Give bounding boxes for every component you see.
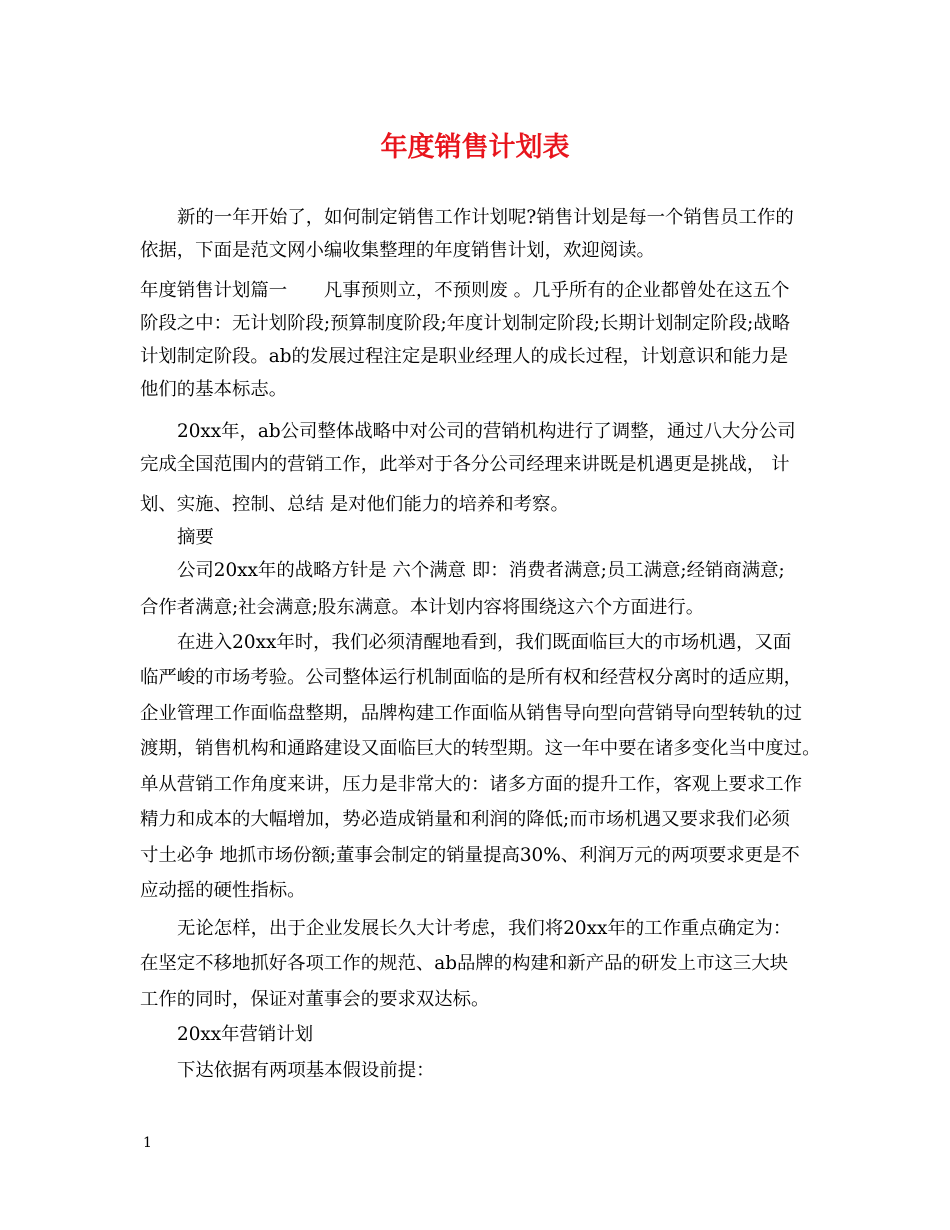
section-heading: 20xx年营销计划 [177,1024,314,1045]
paragraph-line: 合作者满意;社会满意;股东满意。本计划内容将围绕这六个方面进行。 [140,597,705,618]
paragraph-line: 划、实施、控制、总结 是对他们能力的培养和考察。 [140,494,569,515]
paragraph-line: 下达依据有两项基本假设前提： [177,1060,435,1081]
document-title: 年度销售计划表 [380,132,570,163]
paragraph-line: 应动摇的硬性指标。 [140,880,306,901]
paragraph-line: 渡期，销售机构和通路建设又面临巨大的转型期。这一年中要在诸多变化当中度过。 [140,738,821,759]
paragraph-line: 临严峻的市场考验。公司整体运行机制面临的是所有权和经营权分离时的适应期， [140,667,803,688]
page-number: 1 [143,1135,152,1151]
paragraph-line: 单从营销工作角度来讲，压力是非常大的：诸多方面的提升工作，客观上要求工作 [140,774,803,795]
paragraph-line: 公司20xx年的战略方针是 六个满意 即：消费者满意;员工满意;经销商满意; [177,560,785,581]
paragraph-line: 寸土必争 地抓市场份额;董事会制定的销量提高30%、利润万元的两项要求更是不 [140,845,800,866]
paragraph-line: 企业管理工作面临盘整期，品牌构建工作面临从销售导向型向营销导向型转轨的过 [140,703,803,724]
paragraph-line: 在进入20xx年时，我们必须清醒地看到，我们既面临巨大的市场机遇，又面 [177,632,792,653]
section-heading: 摘要 [177,527,214,548]
paragraph-line: 他们的基本标志。 [140,379,288,400]
paragraph-line: 20xx年，ab公司整体战略中对公司的营销机构进行了调整，通过八大分公司 [177,421,796,442]
paragraph-line: 无论怎样，出于企业发展长久大计考虑，我们将20xx年的工作重点确定为： [177,918,792,939]
paragraph-line: 新的一年开始了，如何制定销售工作计划呢?销售计划是每一个销售员工作的 [177,207,794,228]
paragraph-line: 完成全国范围内的营销工作，此举对于各分公司经理来讲既是机遇更是挑战， 计 [140,454,790,475]
paragraph-line: 工作的同时，保证对董事会的要求双达标。 [140,989,490,1010]
paragraph-line: 计划制定阶段。ab的发展过程注定是职业经理人的成长过程，计划意识和能力是 [140,346,789,367]
paragraph-line: 精力和成本的大幅增加，势必造成销量和利润的降低;而市场机遇又要求我们必须 [140,809,790,830]
paragraph-line: 依据，下面是范文网小编收集整理的年度销售计划，欢迎阅读。 [140,240,655,261]
paragraph-line: 阶段之中：无计划阶段;预算制度阶段;年度计划制定阶段;长期计划制定阶段;战略 [140,313,791,334]
paragraph-line: 在坚定不移地抓好各项工作的规范、ab品牌的构建和新产品的研发上市这三大块 [140,953,789,974]
paragraph-line: 年度销售计划篇一 凡事预则立，不预则废 。几乎所有的企业都曾处在这五个 [140,280,790,301]
